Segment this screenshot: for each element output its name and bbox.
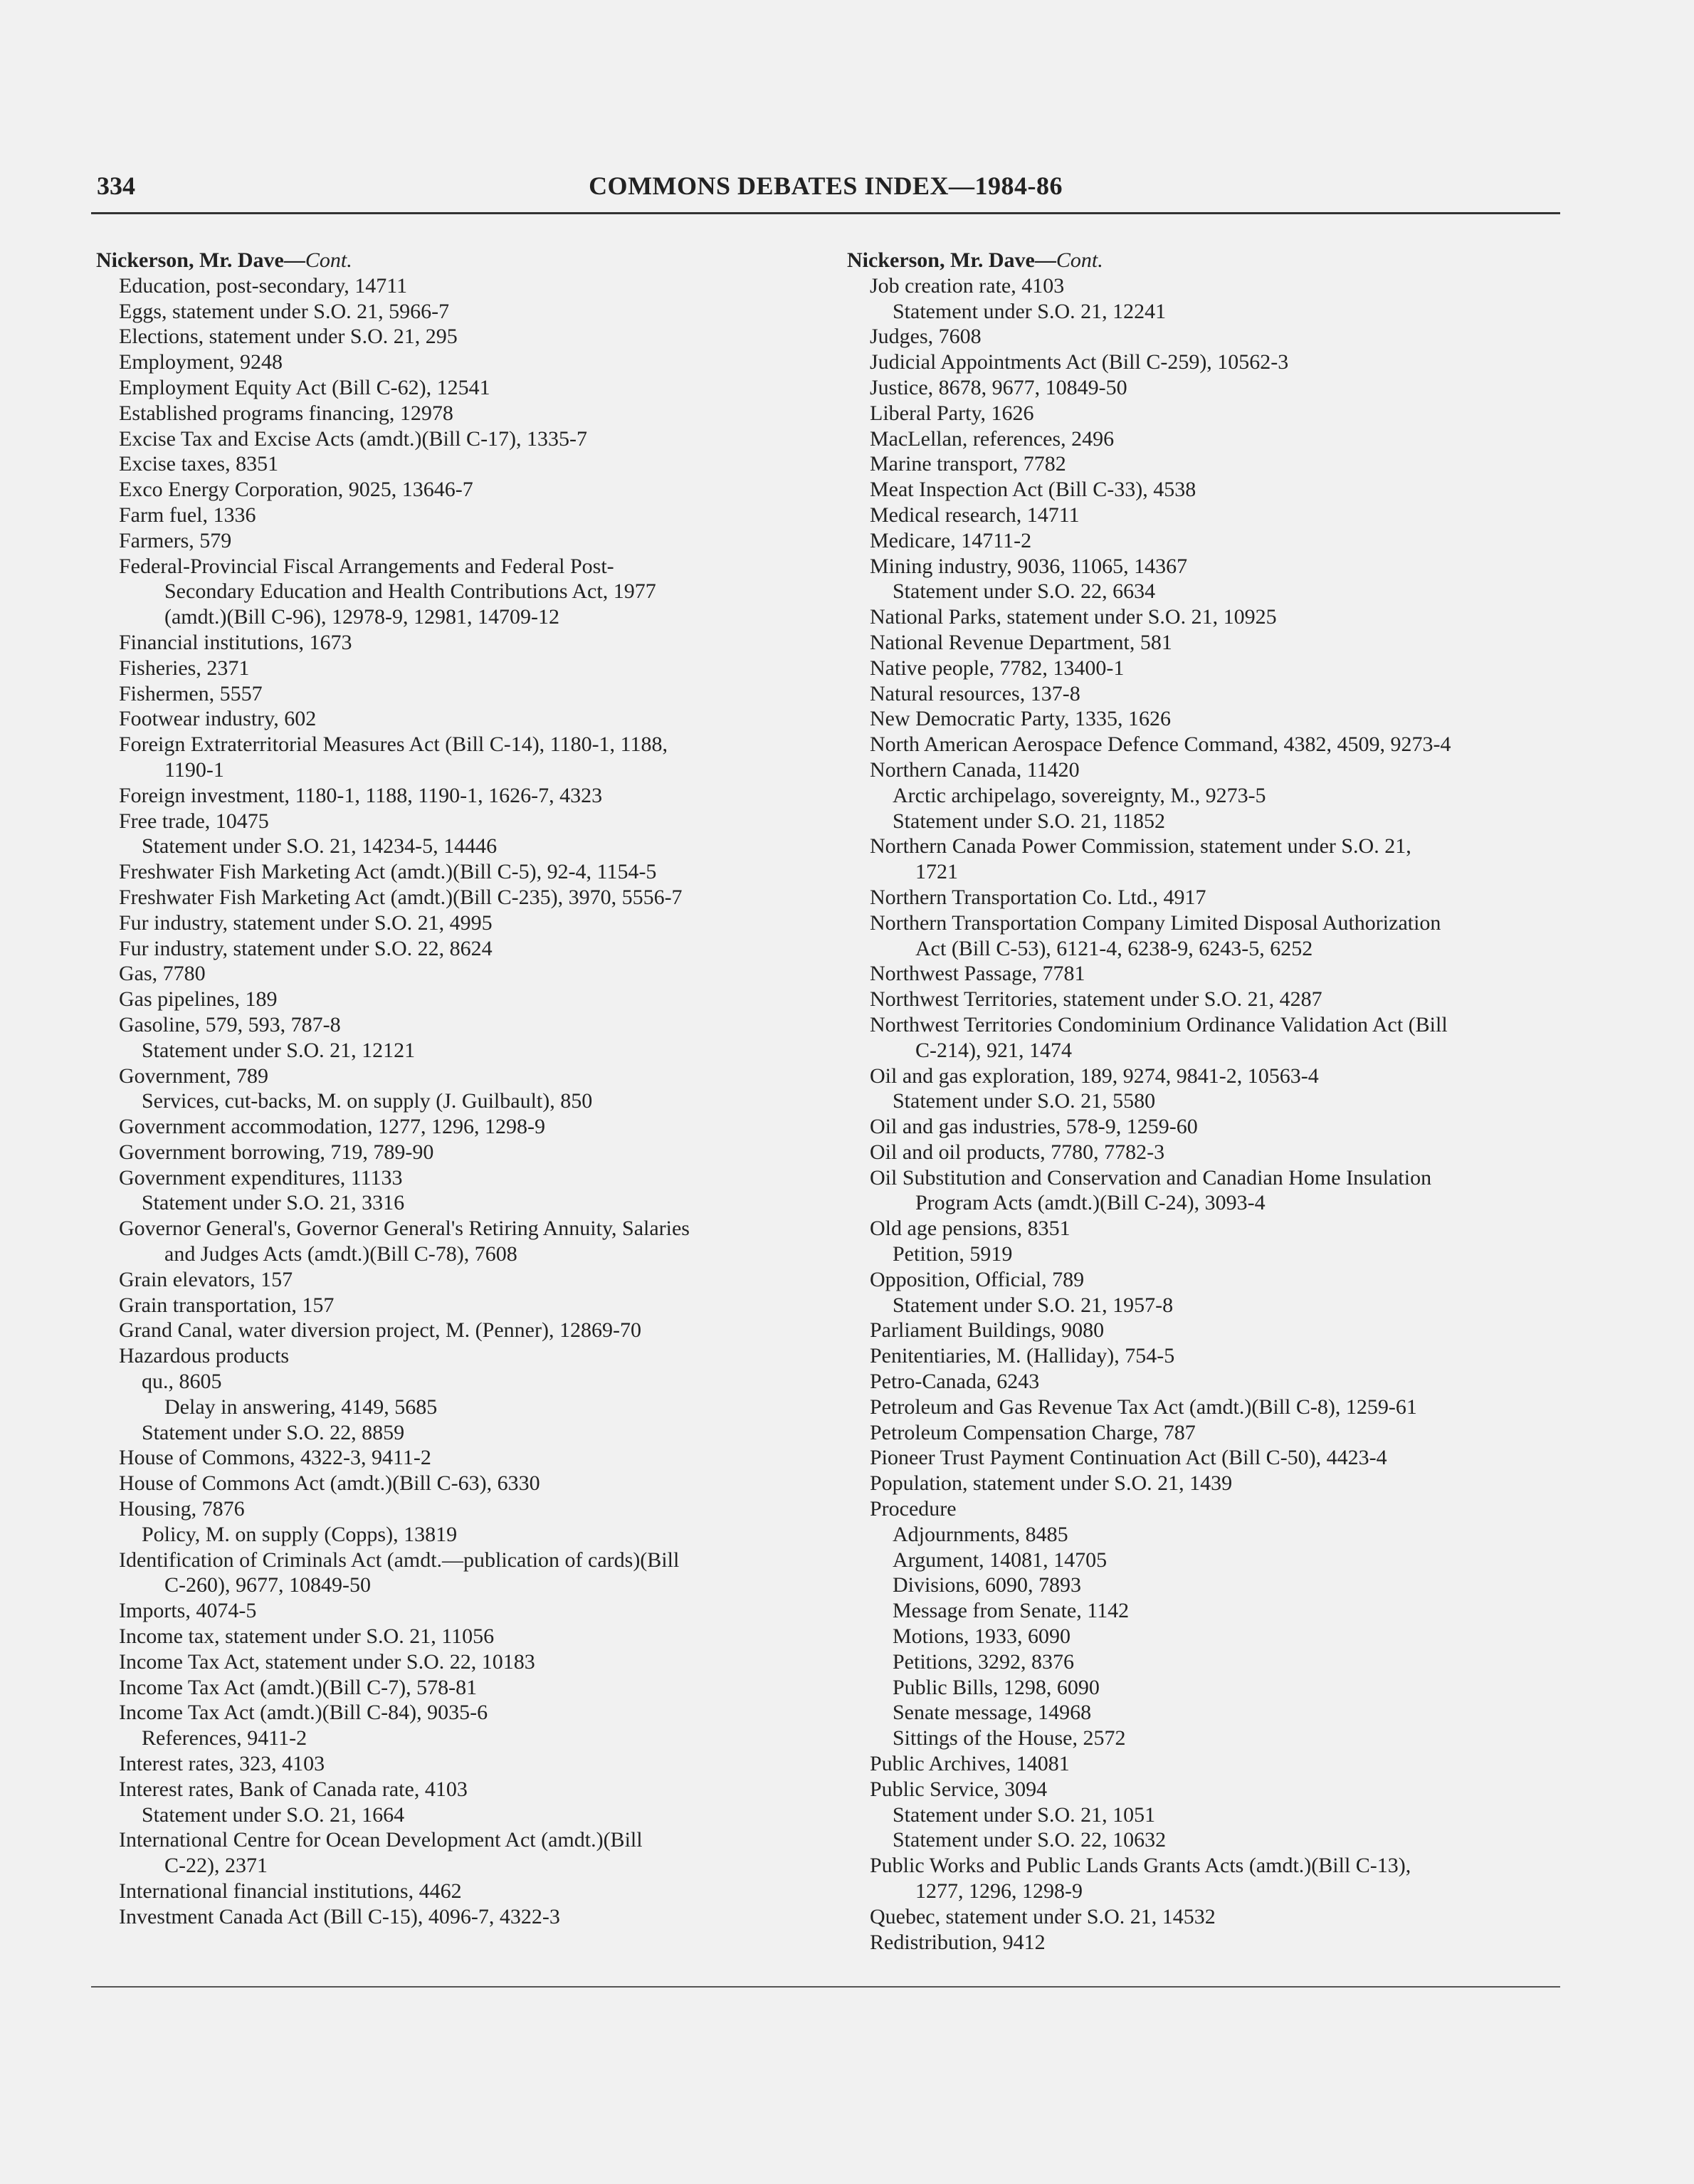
right-column [847,248,1573,1955]
index-entry: Statement under S.O. 22, 8859 [142,1420,405,1444]
index-entry: New Democratic Party, 1335, 1626 [870,707,1171,731]
index-entry: and Judges Acts (amdt.)(Bill C-78), 7608 [164,1242,517,1266]
index-entry: Government accommodation, 1277, 1296, 1298-9 [119,1115,546,1139]
index-entry: International Centre for Ocean Development Act (amdt.)(Bill [119,1828,643,1852]
heading-continued: Cont. [305,248,352,272]
index-entry: Grain transportation, 157 [119,1293,335,1317]
index-entry: Medical research, 14711 [870,503,1080,527]
index-entry: Motions, 1933, 6090 [893,1624,1071,1649]
index-entry: Act (Bill C-53), 6121-4, 6238-9, 6243-5, 6252 [915,936,1313,960]
index-entry: Parliament Buildings, 9080 [870,1318,1105,1343]
index-entry: Secondary Education and Health Contributions Act, 1977 [164,579,656,604]
index-entry: Exco Energy Corporation, 9025, 13646-7 [119,478,473,502]
index-entry: Natural resources, 137-8 [870,681,1080,705]
index-entry: Freshwater Fish Marketing Act (amdt.)(Bill C-235), 3970, 5556-7 [119,885,683,909]
index-entry: Mining industry, 9036, 11065, 14367 [870,554,1188,578]
index-entry: Northern Transportation Co. Ltd., 4917 [870,885,1206,909]
index-entry: Government expenditures, 11133 [119,1165,403,1190]
index-entry: Statement under S.O. 21, 3316 [142,1191,405,1215]
footer-rule [91,1986,1560,1988]
index-entry: Statement under S.O. 21, 14234-5, 14446 [142,834,498,859]
index-entry: North American Aerospace Defence Command, 4382, 4509, 9273-4 [870,733,1451,757]
index-entry: C-214), 921, 1474 [915,1038,1072,1062]
index-entry: Petroleum and Gas Revenue Tax Act (amdt.)(Bill C-8), 1259-61 [870,1395,1417,1419]
index-entry: Services, cut-backs, M. on supply (J. Guilbault), 850 [142,1089,593,1113]
index-entry: Elections, statement under S.O. 21, 295 [119,325,458,349]
index-entry: Foreign investment, 1180-1, 1188, 1190-1, 1626-7, 4323 [119,783,603,807]
index-entry: Public Bills, 1298, 6090 [893,1675,1100,1699]
left-column [96,248,822,1930]
index-entry: Government borrowing, 719, 789-90 [119,1140,434,1164]
index-entry: Federal-Provincial Fiscal Arrangements and Federal Post- [119,554,614,578]
index-entry: Statement under S.O. 21, 12121 [142,1038,416,1062]
index-entry: Housing, 7876 [119,1497,245,1521]
index-entry: Northern Canada Power Commission, statement under S.O. 21, [870,834,1411,859]
index-entry: Liberal Party, 1626 [870,401,1034,425]
index-entry: Financial institutions, 1673 [119,630,352,654]
index-entry: National Revenue Department, 581 [870,630,1172,654]
index-entry: Northwest Territories, statement under S.O. 21, 4287 [870,987,1322,1012]
index-entry: Senate message, 14968 [893,1701,1092,1725]
index-entry: C-22), 2371 [164,1854,268,1878]
index-entry: Policy, M. on supply (Copps), 13819 [142,1522,458,1546]
index-entry: Job creation rate, 4103 [870,273,1065,298]
index-entry: Justice, 8678, 9677, 10849-50 [870,375,1127,399]
index-entry: Statement under S.O. 22, 10632 [893,1828,1167,1852]
heading-name: Nickerson, Mr. Dave— [847,248,1056,272]
index-entry: Hazardous products [119,1344,290,1368]
index-entry: Free trade, 10475 [119,809,269,833]
running-title: COMMONS DEBATES INDEX—1984-86 [589,172,1063,200]
index-entry: Fisheries, 2371 [119,656,250,680]
index-entry: Argument, 14081, 14705 [893,1548,1108,1572]
index-entry: Opposition, Official, 789 [870,1267,1085,1291]
index-entry: Divisions, 6090, 7893 [893,1573,1082,1597]
index-entry: Judges, 7608 [870,325,982,349]
index-entry: Marine transport, 7782 [870,452,1066,476]
index-entry: Imports, 4074-5 [119,1599,257,1623]
index-entry: References, 9411-2 [142,1726,307,1750]
index-entry: Oil and gas industries, 578-9, 1259-60 [870,1115,1198,1139]
page-number: 334 [97,172,135,200]
index-entry: qu., 8605 [142,1370,222,1394]
index-entry: Meat Inspection Act (Bill C-33), 4538 [870,478,1196,502]
index-entry: Fishermen, 5557 [119,681,263,705]
index-entry: Employment, 9248 [119,350,283,374]
index-entry: Freshwater Fish Marketing Act (amdt.)(Bill C-5), 92-4, 1154-5 [119,860,657,884]
index-entry: Arctic archipelago, sovereignty, M., 9273-5 [893,783,1266,807]
index-entry: Oil Substitution and Conservation and Canadian Home Insulation [870,1165,1432,1190]
index-entry: Farm fuel, 1336 [119,503,256,527]
page-header [91,171,1560,214]
index-entry: Governor General's, Governor General's Retiring Annuity, Salaries [119,1217,690,1241]
index-entry: Statement under S.O. 21, 5580 [893,1089,1156,1113]
index-entry: Gasoline, 579, 593, 787-8 [119,1012,341,1036]
index-entry: National Parks, statement under S.O. 21, 10925 [870,605,1277,629]
index-entry: Oil and gas exploration, 189, 9274, 9841-2, 10563-4 [870,1064,1319,1088]
index-entry: Farmers, 579 [119,528,232,552]
index-entry: Quebec, statement under S.O. 21, 14532 [870,1904,1216,1928]
index-entry: House of Commons, 4322-3, 9411-2 [119,1446,431,1470]
column-heading [847,248,1573,273]
index-entry: Statement under S.O. 21, 11852 [893,809,1166,833]
index-entry: Statement under S.O. 21, 12241 [893,299,1167,323]
index-entry: Interest rates, 323, 4103 [119,1752,325,1776]
index-entry: International financial institutions, 4462 [119,1879,462,1903]
index-entry: Government, 789 [119,1064,268,1088]
index-entry: Income Tax Act (amdt.)(Bill C-7), 578-81 [119,1675,478,1699]
column-heading [96,248,822,273]
index-entry: Gas pipelines, 189 [119,987,278,1012]
index-entry: Statement under S.O. 21, 1664 [142,1802,405,1827]
index-entry: House of Commons Act (amdt.)(Bill C-63), 6330 [119,1471,540,1496]
index-entry: Public Archives, 14081 [870,1752,1070,1776]
index-entry: 1190-1 [164,757,224,782]
index-entry: Employment Equity Act (Bill C-62), 12541 [119,375,490,399]
index-entry: Grain elevators, 157 [119,1267,293,1291]
index-entry: Grand Canal, water diversion project, M. (Penner), 12869-70 [119,1318,641,1343]
index-entry: Old age pensions, 8351 [870,1217,1070,1241]
index-entry: Public Service, 3094 [870,1777,1048,1801]
heading-continued: Cont. [1056,248,1103,272]
index-entry: Excise Tax and Excise Acts (amdt.)(Bill C-17), 1335-7 [119,426,588,451]
index-entry: Income Tax Act, statement under S.O. 22, 10183 [119,1649,535,1674]
index-entry: Native people, 7782, 13400-1 [870,656,1125,680]
index-entry: Petitions, 3292, 8376 [893,1649,1075,1674]
index-entry: Statement under S.O. 21, 1957-8 [893,1293,1174,1317]
index-entry: Message from Senate, 1142 [893,1599,1130,1623]
index-entry: Adjournments, 8485 [893,1522,1068,1546]
heading-name: Nickerson, Mr. Dave— [96,248,305,272]
index-entry: Income tax, statement under S.O. 21, 11056 [119,1624,495,1649]
index-entry: 1721 [915,860,958,884]
index-entry: Fur industry, statement under S.O. 21, 4995 [119,910,493,935]
index-entry: Eggs, statement under S.O. 21, 5966-7 [119,299,450,323]
index-entry: Sittings of the House, 2572 [893,1726,1126,1750]
index-entry: Foreign Extraterritorial Measures Act (Bill C-14), 1180-1, 1188, [119,733,668,757]
index-entry: Excise taxes, 8351 [119,452,279,476]
index-entry: Statement under S.O. 22, 6634 [893,579,1156,604]
index-entry: Northern Canada, 11420 [870,757,1080,782]
index-entry: Petro-Canada, 6243 [870,1370,1040,1394]
index-entry: Investment Canada Act (Bill C-15), 4096-7, 4322-3 [119,1904,560,1928]
index-entry: Fur industry, statement under S.O. 22, 8624 [119,936,493,960]
index-entry: Income Tax Act (amdt.)(Bill C-84), 9035-6 [119,1701,488,1725]
index-entry: Footwear industry, 602 [119,707,317,731]
index-entry: Interest rates, Bank of Canada rate, 4103 [119,1777,468,1801]
index-entry: Procedure [870,1497,957,1521]
index-entry: Established programs financing, 12978 [119,401,453,425]
index-entry: Northwest Passage, 7781 [870,962,1085,986]
index-entry: C-260), 9677, 10849-50 [164,1573,371,1597]
index-entry: Northern Transportation Company Limited Disposal Authorization [870,910,1441,935]
index-entry: Medicare, 14711-2 [870,528,1032,552]
index-entry: Oil and oil products, 7780, 7782-3 [870,1140,1165,1164]
index-entry: Northwest Territories Condominium Ordinance Validation Act (Bill [870,1012,1448,1036]
index-entry: Population, statement under S.O. 21, 1439 [870,1471,1233,1496]
index-entry: Judicial Appointments Act (Bill C-259), 10562-3 [870,350,1289,374]
index-entry: (amdt.)(Bill C-96), 12978-9, 12981, 14709-12 [164,605,559,629]
index-entry: Redistribution, 9412 [870,1930,1046,1954]
index-entry: Delay in answering, 4149, 5685 [164,1395,438,1419]
index-entry: Identification of Criminals Act (amdt.—publication of cards)(Bill [119,1548,680,1572]
index-entry: Gas, 7780 [119,962,206,986]
index-entry: Pioneer Trust Payment Continuation Act (Bill C-50), 4423-4 [870,1446,1387,1470]
index-entry: 1277, 1296, 1298-9 [915,1879,1083,1903]
index-entry: Education, post-secondary, 14711 [119,273,408,298]
index-entry: Program Acts (amdt.)(Bill C-24), 3093-4 [915,1191,1266,1215]
index-entry: MacLellan, references, 2496 [870,426,1115,451]
index-entry: Public Works and Public Lands Grants Acts (amdt.)(Bill C-13), [870,1854,1411,1878]
index-entry: Statement under S.O. 21, 1051 [893,1802,1156,1827]
index-entry: Petition, 5919 [893,1242,1013,1266]
index-entry: Petroleum Compensation Charge, 787 [870,1420,1196,1444]
index-entry: Penitentiaries, M. (Halliday), 754-5 [870,1344,1175,1368]
